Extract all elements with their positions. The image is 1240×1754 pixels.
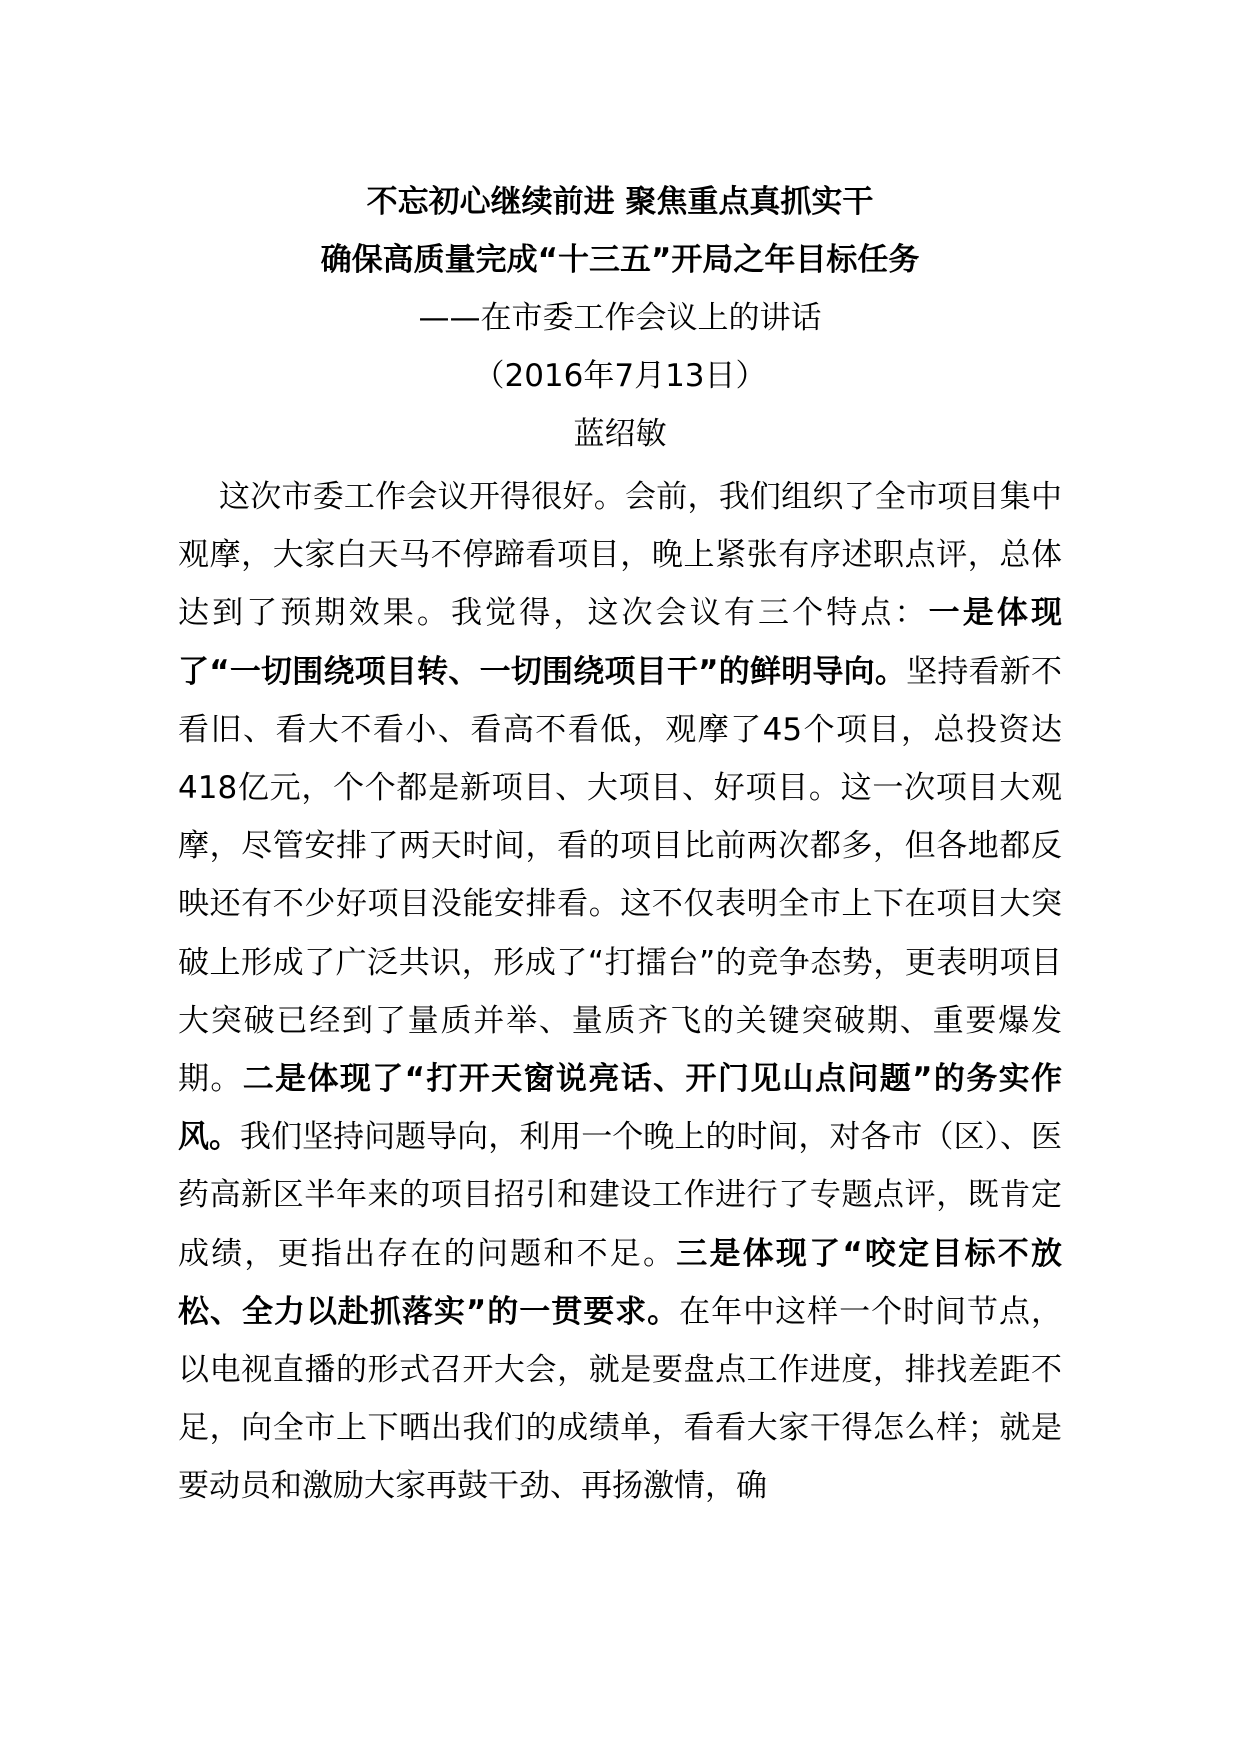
title-line-1: 不忘初心继续前进 聚焦重点真抓实干: [366, 184, 874, 220]
paragraph-text: 这次市委工作会议开得很好。会前，我们组织了全市项目集中观摩，大家白天马不停蹄看项目，晚上紧张有序述职点评，总体达到了预期效果。我觉得，这次会议有三个特点：: [178, 479, 1062, 632]
author-name: 蓝绍敏: [573, 416, 667, 452]
subtitle: ——在市委工作会议上的讲话: [418, 300, 822, 336]
title-line-2: 确保高质量完成“十三五”开局之年目标任务: [320, 242, 920, 278]
paragraph-text: 在年中这样一个时间节点，以电视直播的形式召开大会，就是要盘点工作进度，排找差距不足，向全市上下晒出我们的成绩单，看看大家干得怎么样；就是要动员和激励大家再鼓干劲、再扬激情，确: [178, 1293, 1063, 1505]
body-paragraph: [178, 468, 1062, 1516]
speech-date: （2016年7月13日）: [473, 358, 767, 394]
point-two-heading: 二是体现了“打开天窗说亮话、开门见山点问题”的务实作风。: [178, 1061, 1063, 1156]
paragraph-text: 我们坚持问题导向，利用一个晚上的时间，对各市（区）、医药高新区半年来的项目招引和建设工作进行了专题点评，既肯定成绩，更指出存在的问题和不足。: [178, 1119, 1063, 1272]
paragraph-text: 坚持看新不看旧、看大不看小、看高不看低，观摩了45个项目，总投资达418亿元，个个都是新项目、大项目、好项目。这一次项目大观摩，尽管安排了两天时间，看的项目比前两次都多，但各地都反映还有不少好项目没能安排看。这不仅表明全市上下在项目大突破上形成了广泛共识，形成了“打擂台”的竞争态势，更表明项目大突破已经到了量质并举、量质齐飞的关键突破期、重要爆发期。: [178, 653, 1063, 1098]
point-one-heading: 一是体现了“一切围绕项目转、一切围绕项目干”的鲜明导向。: [178, 595, 1063, 690]
point-three-heading: 三是体现了“咬定目标不放松、全力以赴抓落实”的一贯要求。: [178, 1235, 1063, 1330]
